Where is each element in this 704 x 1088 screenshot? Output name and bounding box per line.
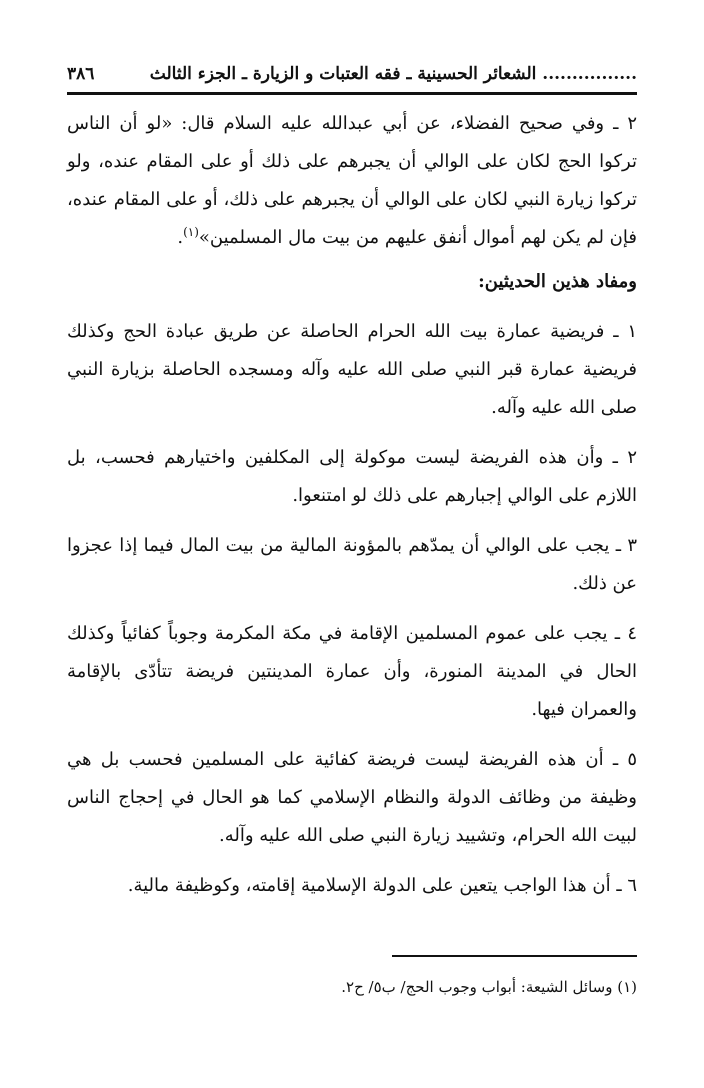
point-4: ٤ ـ يجب على عموم المسلمين الإقامة في مكة المكرمة وجوباً كفائياً وكذلك الحال في المدينة المنورة، وأن عمارة المدينتين فريضة تتأدّى بالإقامة والعمران فيها.	[67, 623, 637, 720]
header-title: ................ الشعائر الحسينية ـ فقه العتبات و الزيارة ـ الجزء الثالث	[149, 64, 637, 84]
footnote: (١) وسائل الشيعة: أبواب وجوب الحج/ ب٥/ ح٢.	[341, 978, 637, 996]
page-number: ٣٨٦	[67, 64, 95, 84]
running-header	[67, 58, 637, 90]
point-1: ١ ـ فريضية عمارة بيت الله الحرام الحاصلة عن طريق عبادة الحج وكذلك فريضية عمارة قبر النبي صلى الله عليه وآله ومسجده الحاصلة بزيارة النبي صلى الله عليه وآله.	[67, 321, 637, 418]
footnote-divider	[392, 955, 637, 957]
footnote-reference: (١)	[183, 225, 199, 239]
point-6: ٦ ـ أن هذا الواجب يتعين على الدولة الإسلامية إقامته، وكوظيفة مالية.	[127, 875, 637, 896]
hadith-end: .	[177, 227, 184, 248]
point-3: ٣ ـ يجب على الوالي أن يمدّهم بالمؤونة المالية من بيت المال فيما إذا عجزوا عن ذلك.	[67, 535, 637, 594]
point-5: ٥ ـ أن هذه الفريضة ليست فريضة كفائية على المسلمين فحسب بل هي وظيفة من وظائف الدولة والنظام الإسلامي كما هو الحال في إحجاج الناس لبيت الله الحرام، وتشييد زيارة النبي صلى الله عليه وآله.	[67, 749, 637, 846]
point-2: ٢ ـ وأن هذه الفريضة ليست موكولة إلى المكلفين واختيارهم فحسب، بل اللازم على الوالي إجبارهم على ذلك لو امتنعوا.	[67, 447, 637, 506]
section-heading: ومفاد هذين الحديثين:	[478, 271, 637, 292]
page-body	[67, 105, 637, 905]
hadith-text: ٢ ـ وفي صحيح الفضلاء، عن أبي عبدالله عليه السلام قال: «لو أن الناس تركوا الحج لكان على الوالي أن يجبرهم على ذلك أو على المقام عنده، ولو تركوا زيارة النبي لكان على الوالي أن يجبرهم على ذلك، أو على المقام عنده، فإن لم يكن لهم أموال أنفق عليهم من بيت مال المسلمين»	[67, 113, 638, 248]
hadith-paragraph	[67, 105, 637, 257]
book-page	[67, 58, 637, 1058]
header-divider	[67, 92, 637, 95]
